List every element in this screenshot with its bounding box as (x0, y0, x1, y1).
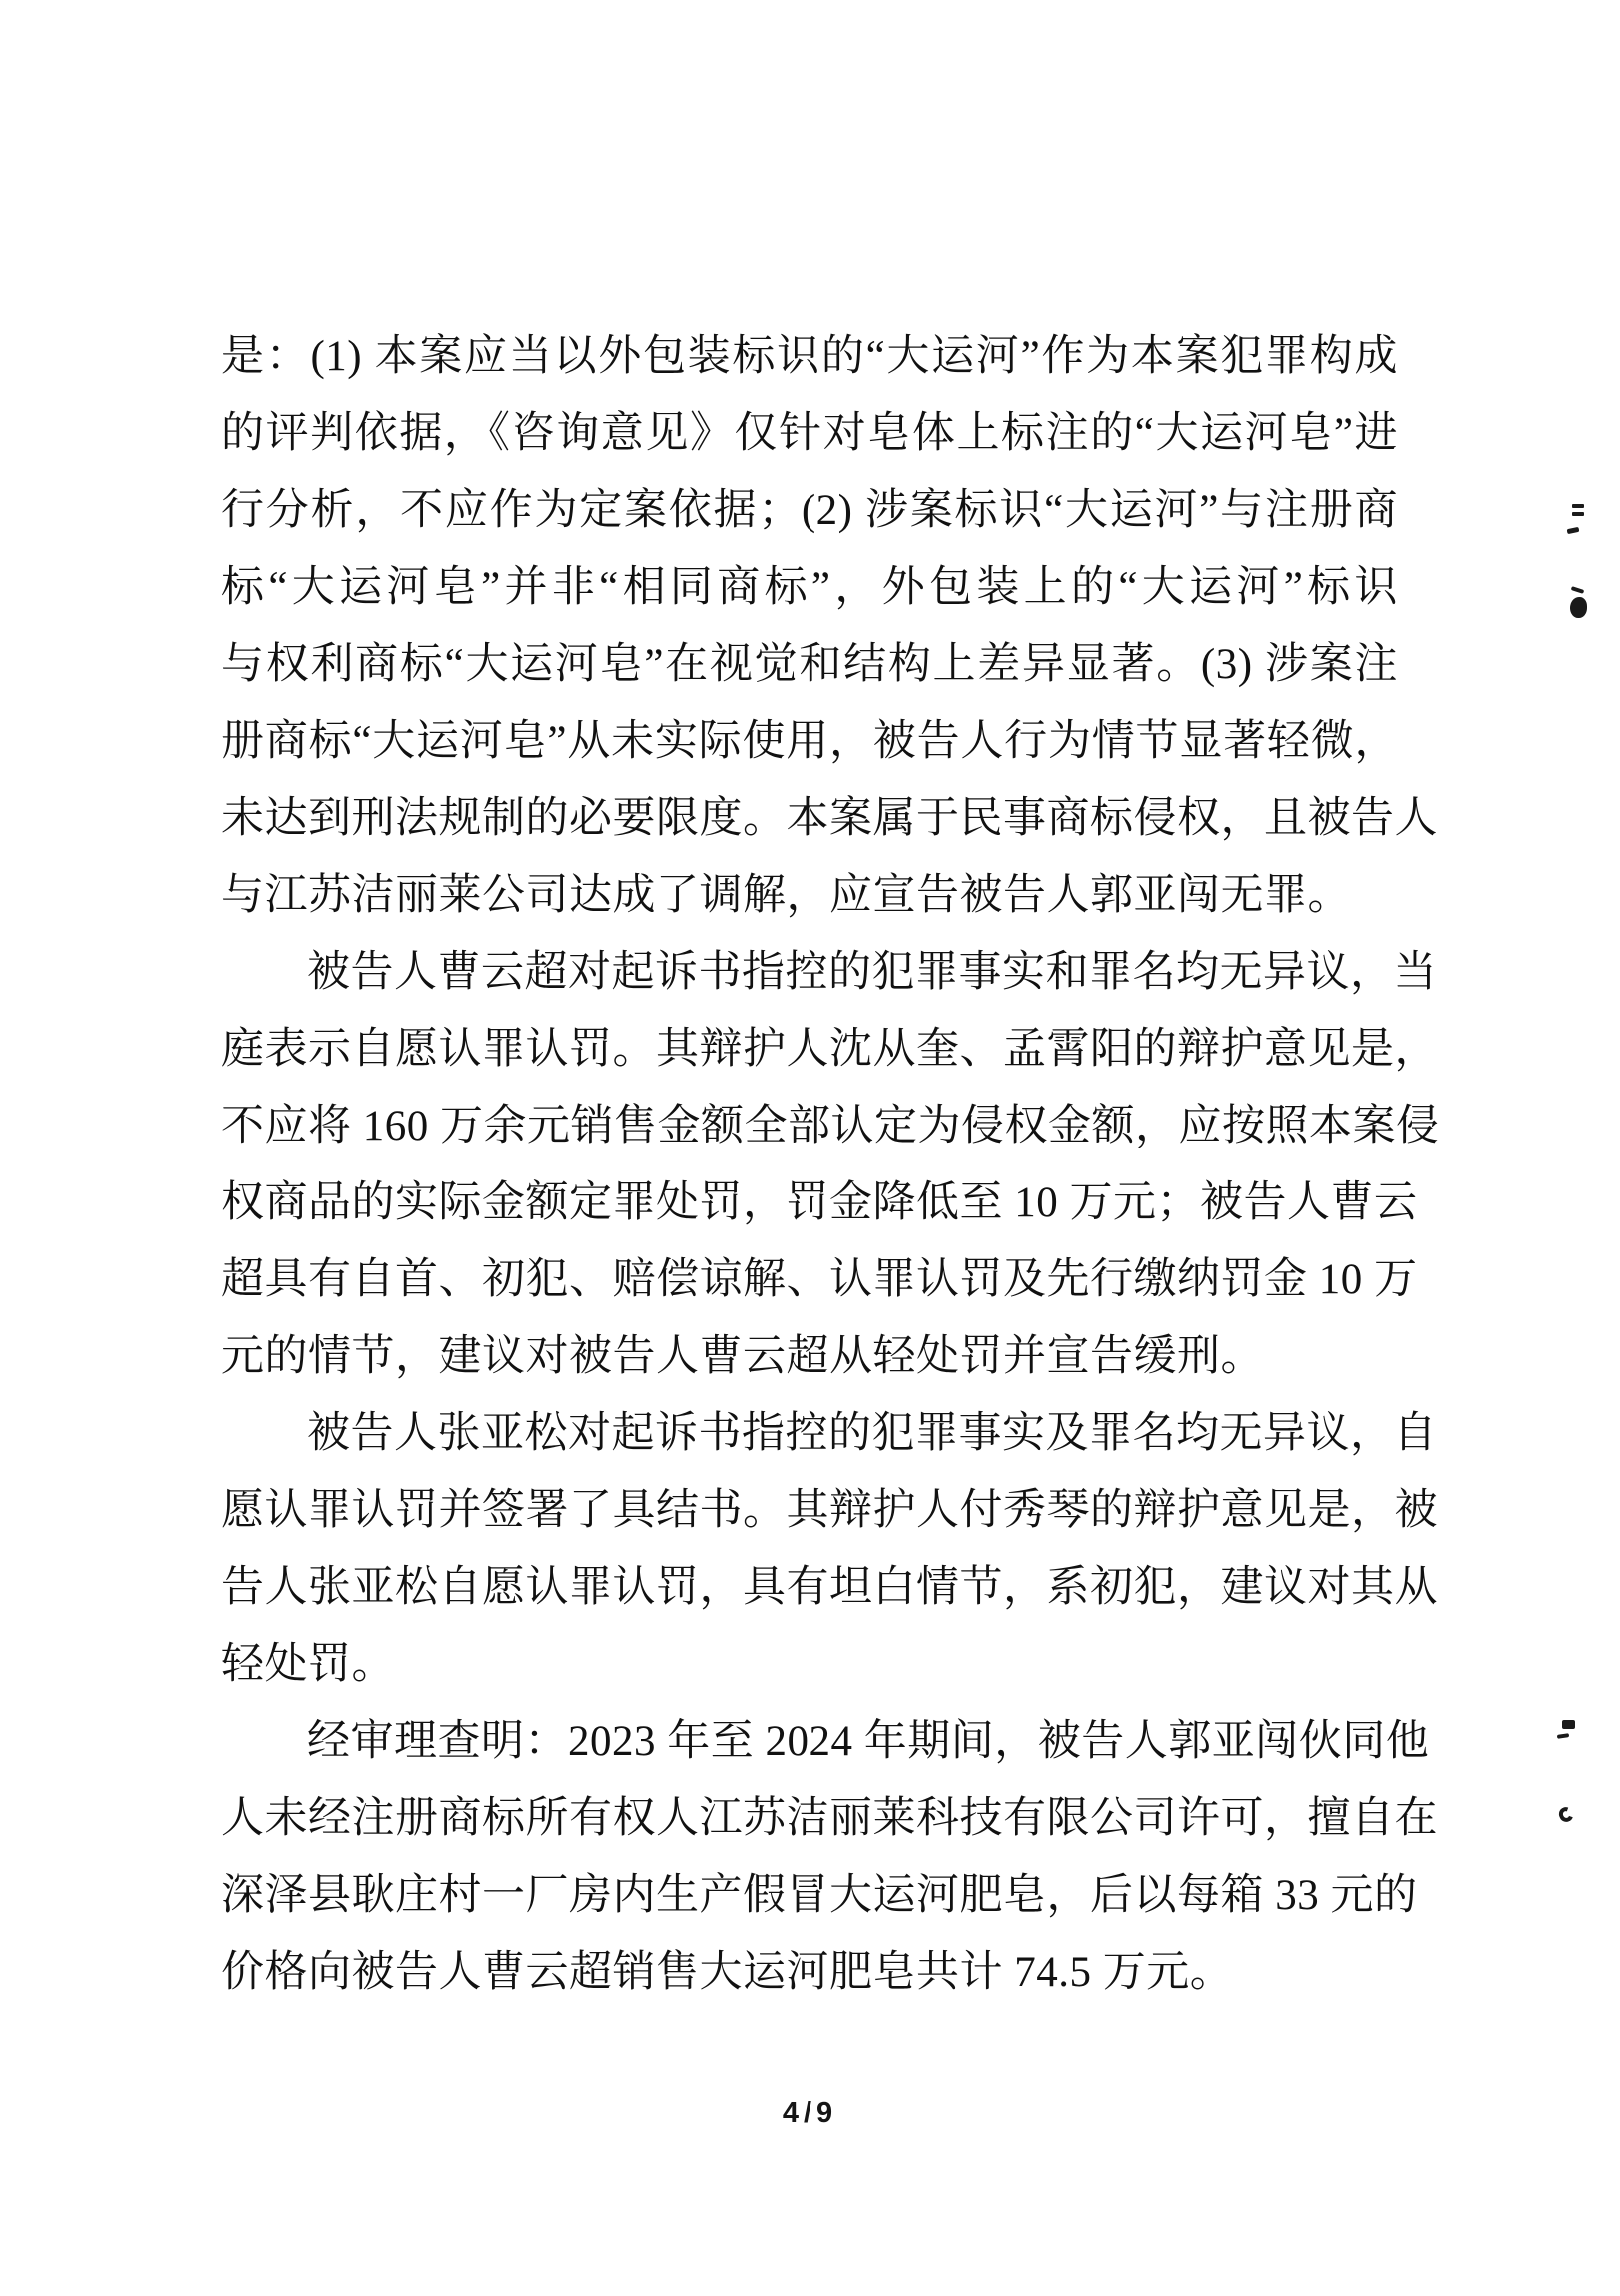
page-number: 4/9 (782, 2097, 838, 2129)
body-line: 元的情节，建议对被告人曹云超从轻处罚并宣告缓刑。 (221, 1333, 1264, 1380)
ink-smudge (1562, 1720, 1575, 1729)
body-line: 人未经注册商标所有权人江苏洁丽莱科技有限公司许可，擅自在 (221, 1795, 1438, 1842)
body-line: 不应将 160 万余元销售金额全部认定为侵权金额，应按照本案侵 (221, 1103, 1440, 1149)
body-line: 标“大运河皂”并非“相同商标”，外包装上的“大运河”标识 (221, 564, 1398, 611)
body-line: 被告人张亚松对起诉书指控的犯罪事实及罪名均无异议，自 (307, 1410, 1437, 1457)
ink-smudge (1570, 597, 1587, 618)
body-line: 被告人曹云超对起诉书指控的犯罪事实和罪名均无异议，当 (307, 949, 1437, 996)
body-line: 权商品的实际金额定罪处罚，罚金降低至 10 万元；被告人曹云 (221, 1179, 1418, 1226)
body-line: 轻处罚。 (221, 1641, 395, 1688)
ink-smudge (1556, 1805, 1575, 1825)
body-line: 的评判依据，《咨询意见》仅针对皂体上标注的“大运河皂”进 (221, 410, 1398, 457)
body-line: 告人张亚松自愿认罪认罚，具有坦白情节，系初犯，建议对其从 (221, 1564, 1438, 1611)
body-line: 经审理查明：2023 年至 2024 年期间，被告人郭亚闯伙同他 (307, 1718, 1430, 1765)
body-line: 与江苏洁丽莱公司达成了调解，应宣告被告人郭亚闯无罪。 (221, 872, 1351, 919)
ink-smudge (1572, 504, 1584, 508)
body-line: 与权利商标“大运河皂”在视觉和结构上差异显著。(3) 涉案注 (221, 641, 1398, 688)
body-line: 行分析，不应作为定案依据；(2) 涉案标识“大运河”与注册商 (221, 487, 1398, 534)
judgment-body-text (221, 318, 1440, 2011)
body-line: 价格向被告人曹云超销售大运河肥皂共计 74.5 万元。 (221, 1949, 1234, 1996)
body-line: 深泽县耿庄村一厂房内生产假冒大运河肥皂，后以每箱 33 元的 (221, 1872, 1418, 1919)
body-line: 是：(1) 本案应当以外包装标识的“大运河”作为本案犯罪构成 (221, 333, 1398, 380)
body-line: 愿认罪认罚并签署了具结书。其辩护人付秀琴的辩护意见是，被 (221, 1487, 1438, 1534)
ink-smudge (1567, 527, 1580, 534)
body-line: 庭表示自愿认罪认罚。其辩护人沈从奎、孟霄阳的辩护意见是， (221, 1026, 1438, 1073)
body-line: 册商标“大运河皂”从未实际使用，被告人行为情节显著轻微， (221, 718, 1398, 765)
page-footer (0, 2097, 1620, 2130)
body-line: 超具有自首、初犯、赔偿谅解、认罪认罚及先行缴纳罚金 10 万 (221, 1256, 1418, 1303)
body-line: 未达到刑法规制的必要限度。本案属于民事商标侵权，且被告人 (221, 795, 1438, 842)
